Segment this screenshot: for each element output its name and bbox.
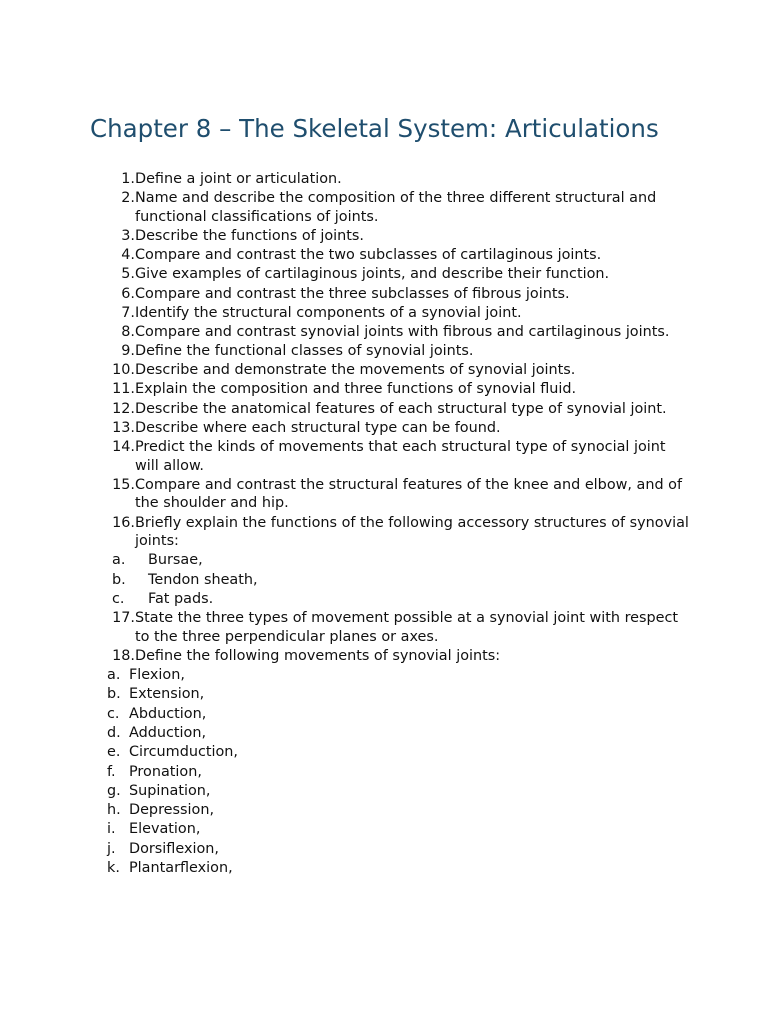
- item-number: k.: [107, 860, 120, 876]
- item-number: 1.: [121, 171, 135, 187]
- item-number: 5.: [121, 266, 135, 283]
- item-number: d.: [107, 725, 121, 742]
- sublist-item: [90, 590, 690, 609]
- list-item: [90, 476, 690, 513]
- list-item: [90, 323, 690, 342]
- item-text: Identify the structural components of a synovial joint.: [135, 304, 522, 321]
- item-number: 12.: [112, 400, 135, 417]
- item-text: Briefly explain the functions of the following accessory structures of synovial joints:: [135, 514, 689, 550]
- item-number: a.: [112, 552, 126, 569]
- item-text: Define the following movements of synovial joints:: [135, 648, 501, 664]
- sublist-item: [90, 801, 690, 820]
- item-number: 11.: [112, 381, 135, 398]
- item-number: 2.: [121, 190, 135, 207]
- list-item: [90, 246, 690, 265]
- item-text: Flexion,: [129, 667, 185, 684]
- item-number: 9.: [121, 343, 135, 360]
- item-text: Describe and demonstrate the movements of synovial joints.: [135, 362, 576, 379]
- item-number: f.: [107, 763, 116, 780]
- list-item: [90, 285, 690, 304]
- sublist-item: [90, 666, 690, 685]
- item-text: Predict the kinds of movements that each structural type of synocial joint will allow.: [135, 439, 666, 474]
- list-item: [90, 419, 690, 438]
- item-text: State the three types of movement possible at a synovial joint with respect to the three perpendicular planes or axes.: [135, 610, 679, 645]
- item-text: Compare and contrast the two subclasses of cartilaginous joints.: [135, 247, 602, 264]
- item-number: b.: [107, 686, 121, 703]
- item-number: 7.: [121, 304, 135, 321]
- item-number: i.: [107, 821, 116, 838]
- item-text: Fat pads.: [148, 590, 214, 607]
- item-text: Supination,: [129, 782, 211, 799]
- item-number: e.: [107, 744, 121, 761]
- item-number: c.: [112, 590, 125, 607]
- list-item: [90, 265, 690, 284]
- sublist-item: [90, 705, 690, 724]
- item-text: Name and describe the composition of the three different structural and functional classifications of joints.: [135, 190, 657, 225]
- item-text: Circumduction,: [129, 744, 239, 761]
- sublist-item: [90, 840, 690, 859]
- item-text: Define a joint or articulation.: [135, 171, 342, 187]
- page-title: Chapter 8 – The Skeletal System: Articulations: [90, 114, 659, 143]
- objectives-list: [90, 170, 690, 878]
- item-text: Pronation,: [129, 763, 202, 780]
- sub18-sublist: [90, 666, 690, 877]
- item-number: 4.: [121, 247, 135, 264]
- item-number: j.: [107, 840, 116, 857]
- item-number: 6.: [121, 285, 135, 302]
- item-text: Define the functional classes of synovial joints.: [135, 343, 474, 360]
- item-text: Give examples of cartilaginous joints, and describe their function.: [135, 266, 610, 283]
- item-text: Depression,: [129, 802, 215, 819]
- item-text: Describe the functions of joints.: [135, 227, 364, 244]
- sublist-item: [90, 820, 690, 839]
- list-item: [90, 361, 690, 380]
- list-item: [90, 227, 690, 246]
- sublist-item: [90, 571, 690, 590]
- item-text: Compare and contrast the three subclasses of fibrous joints.: [135, 285, 570, 302]
- item-number: b.: [112, 571, 126, 588]
- item-text: Describe the anatomical features of each structural type of synovial joint.: [135, 400, 667, 417]
- item-number: 14.: [112, 439, 135, 456]
- item-text: Compare and contrast the structural features of the knee and elbow, and of the shoulder and hip.: [135, 476, 683, 512]
- item-text: Compare and contrast synovial joints with fibrous and cartilaginous joints.: [135, 323, 670, 340]
- item-text: Bursae,: [148, 552, 203, 569]
- item-number: a.: [107, 667, 121, 684]
- sublist-item: [90, 685, 690, 704]
- sublist-item: [90, 724, 690, 743]
- item-text: Elevation,: [129, 821, 201, 838]
- item-number: 15.: [112, 476, 135, 493]
- item-text: Dorsiflexion,: [129, 840, 219, 857]
- item-number: 10.: [112, 362, 135, 379]
- item-number: 18.: [112, 648, 135, 664]
- list-item: [90, 400, 690, 419]
- list-item: [90, 170, 690, 189]
- list-item: [90, 647, 690, 666]
- list-item: [90, 438, 690, 475]
- item-number: h.: [107, 802, 121, 819]
- sublist-item: [90, 763, 690, 782]
- item-number: 8.: [121, 323, 135, 340]
- item-number: 16.: [112, 514, 135, 531]
- sublist-item: [90, 551, 690, 570]
- sublist-item: [90, 743, 690, 762]
- item-text: Explain the composition and three functions of synovial fluid.: [135, 381, 577, 398]
- item-number: c.: [107, 705, 120, 722]
- item-number: 17.: [112, 610, 135, 627]
- item-text: Tendon sheath,: [148, 571, 258, 588]
- sublist-item: [90, 782, 690, 801]
- item-text: Extension,: [129, 686, 205, 703]
- item-number: 13.: [112, 419, 135, 436]
- item-text: Plantarflexion,: [129, 860, 233, 876]
- item-number: 3.: [121, 227, 135, 244]
- item-number: g.: [107, 782, 121, 799]
- sub16-sublist: [90, 551, 690, 608]
- sublist-item: [90, 859, 690, 878]
- item-text: Abduction,: [129, 705, 207, 722]
- list-item: [90, 609, 690, 646]
- list-item: [90, 189, 690, 226]
- item-text: Adduction,: [129, 725, 207, 742]
- list-item: [90, 342, 690, 361]
- list-item: [90, 304, 690, 323]
- list-item: [90, 514, 690, 551]
- item-text: Describe where each structural type can be found.: [135, 419, 501, 436]
- list-item: [90, 380, 690, 399]
